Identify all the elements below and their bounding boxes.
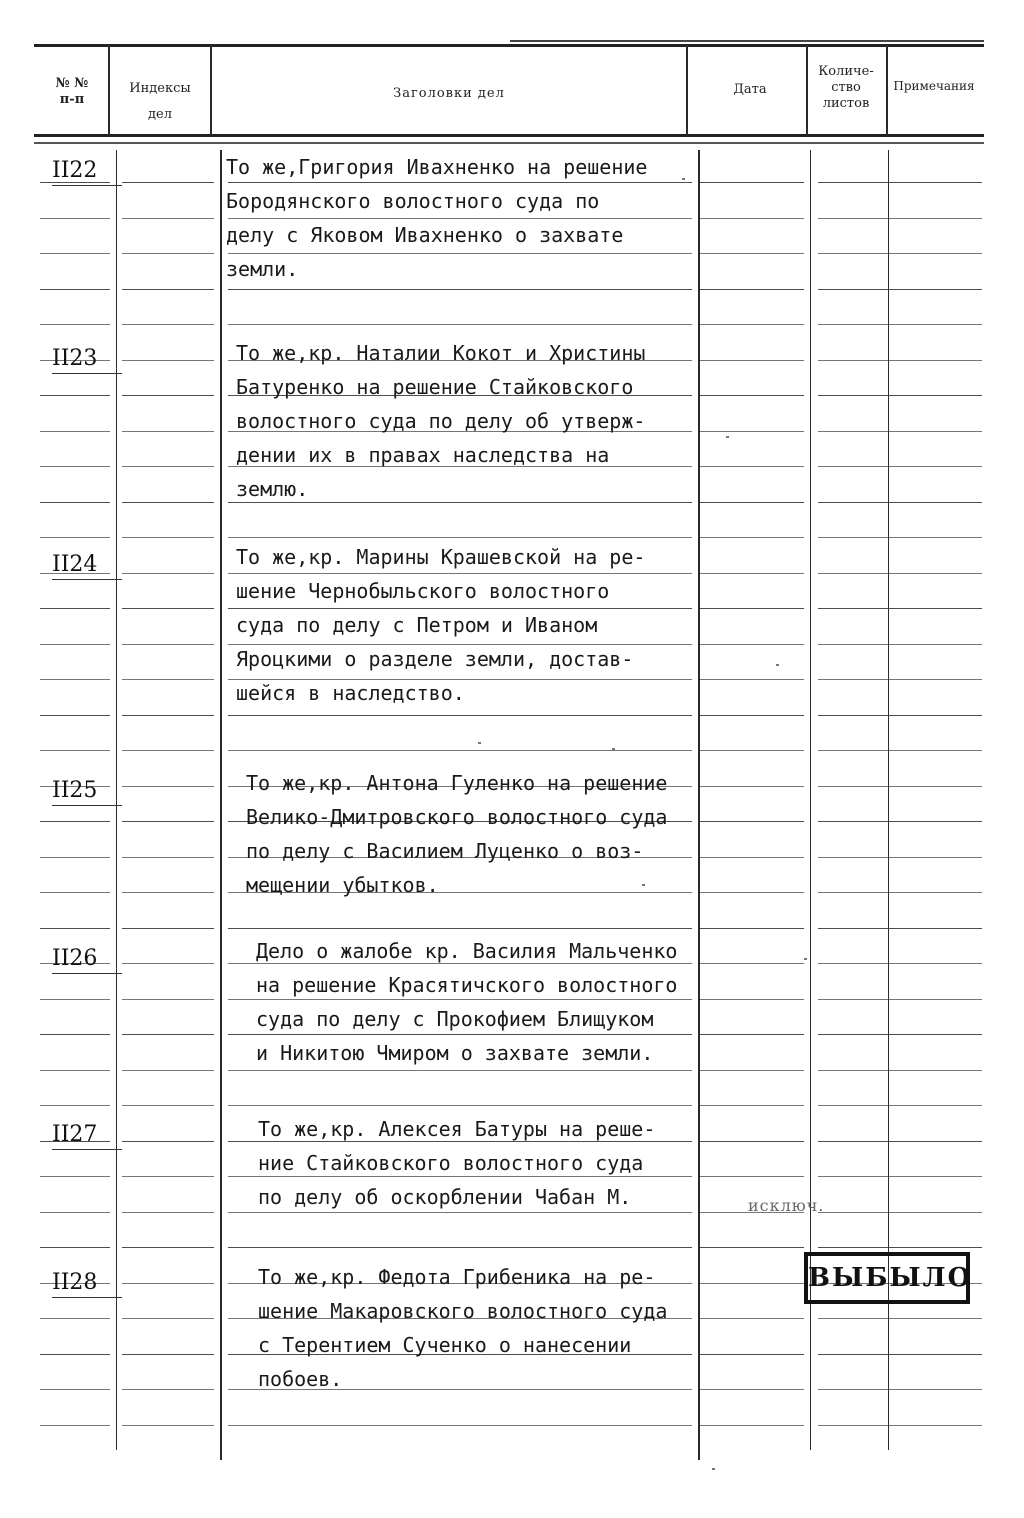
- ruled-line: [818, 182, 982, 183]
- ruled-line: [40, 1034, 110, 1035]
- column-rule: [220, 150, 222, 1460]
- record-title: То же,кр. Наталии Кокот и Христины Батуренко на решение Стайковского волостного суда по делу об утверж- дении их в правах наследства на землю.: [236, 341, 646, 501]
- table-top-rule-secondary: [510, 40, 984, 42]
- ruled-line: [818, 963, 982, 964]
- ruled-line: [818, 1425, 982, 1426]
- column-rule: [806, 44, 808, 136]
- ruled-line: [122, 857, 214, 858]
- record-number: II26: [52, 946, 122, 974]
- ruled-line: [40, 289, 110, 290]
- ruled-line: [40, 892, 110, 893]
- paper-speck: [712, 1468, 715, 1470]
- paper-speck: [726, 436, 729, 438]
- record-title: То же,Григория Ивахненко на решение Бородянского волостного суда по делу с Яковом Ивахненко о захвате земли.: [226, 155, 648, 281]
- ruled-line: [700, 537, 804, 538]
- ruled-line: [122, 1034, 214, 1035]
- header-index: Индексы дел: [129, 81, 191, 122]
- ruled-line: [818, 573, 982, 574]
- ruled-line: [122, 644, 214, 645]
- ruled-line: [818, 502, 982, 503]
- ruled-line: [40, 1212, 110, 1213]
- ruled-line: [228, 928, 692, 929]
- ruled-line: [40, 715, 110, 716]
- ruled-line: [40, 644, 110, 645]
- record-title: То же,кр. Антона Гуленко на решение Велико-Дмитровского волостного суда по делу с Василием Луценко о воз- мещении убытков.: [246, 771, 668, 897]
- ruled-line: [818, 786, 982, 787]
- ruled-line: [122, 786, 214, 787]
- column-rule: [886, 44, 888, 136]
- table-top-rule: [34, 44, 984, 47]
- ruled-line: [40, 821, 110, 822]
- ruled-line: [228, 1247, 692, 1248]
- ruled-line: [40, 1318, 110, 1319]
- ruled-line: [818, 395, 982, 396]
- ruled-line: [122, 1247, 214, 1248]
- ruled-line: [122, 218, 214, 219]
- ruled-line: [818, 253, 982, 254]
- ruled-line: [228, 537, 692, 538]
- ruled-line: [700, 715, 804, 716]
- ruled-line: [122, 679, 214, 680]
- ruled-line: [228, 715, 692, 716]
- record-number: II27: [52, 1122, 122, 1150]
- header-notes: Примечания: [893, 79, 975, 93]
- ruled-line: [818, 857, 982, 858]
- ruled-line: [40, 1389, 110, 1390]
- record-number: II23: [52, 346, 122, 374]
- ruled-line: [228, 324, 692, 325]
- paper-speck: [642, 884, 645, 886]
- ruled-line: [818, 1176, 982, 1177]
- ruled-line: [122, 502, 214, 503]
- ruled-line: [818, 928, 982, 929]
- ruled-line: [122, 999, 214, 1000]
- ruled-line: [228, 1425, 692, 1426]
- ruled-line: [122, 431, 214, 432]
- ruled-line: [122, 1425, 214, 1426]
- ruled-line: [40, 502, 110, 503]
- ruled-line: [818, 1105, 982, 1106]
- header-number: № № п-п: [55, 76, 89, 107]
- header-title: Заголовки дел: [393, 86, 505, 101]
- record-title: Дело о жалобе кр. Василия Мальченко на решение Красятичского волостного суда по делу с Прокофием Блищуком и Никитою Чмиром о захвате земли.: [256, 939, 678, 1065]
- ruled-line: [818, 1389, 982, 1390]
- ruled-line: [122, 1389, 214, 1390]
- ruled-line: [122, 608, 214, 609]
- ruled-line: [818, 324, 982, 325]
- ruled-line: [818, 289, 982, 290]
- ruled-line: [40, 218, 110, 219]
- ruled-line: [122, 324, 214, 325]
- paper-speck: [682, 178, 685, 180]
- ruled-line: [818, 679, 982, 680]
- ruled-line: [40, 1247, 110, 1248]
- record-title: То же,кр. Алексея Батуры на реше- ние Стайковского волостного суда по делу об оскорблении Чабан М.: [258, 1117, 656, 1209]
- ruled-line: [122, 1070, 214, 1071]
- ruled-line: [700, 324, 804, 325]
- ruled-line: [818, 1247, 982, 1248]
- ruled-line: [818, 360, 982, 361]
- withdrawn-stamp: ВЫБЫЛО: [804, 1252, 970, 1304]
- ruled-line: [40, 608, 110, 609]
- ruled-line: [122, 253, 214, 254]
- ruled-line: [122, 1141, 214, 1142]
- column-rule: [210, 44, 212, 136]
- ruled-line: [40, 395, 110, 396]
- ruled-line: [122, 573, 214, 574]
- ruled-line: [818, 1318, 982, 1319]
- ruled-line: [40, 537, 110, 538]
- ruled-line: [818, 466, 982, 467]
- record-title: То же,кр. Федота Грибеника на ре- шение Макаровского волостного суда с Терентием Сученко о нанесении побоев.: [258, 1265, 668, 1391]
- ruled-line: [700, 1425, 804, 1426]
- ruled-line: [122, 1283, 214, 1284]
- ruled-line: [818, 608, 982, 609]
- ruled-line: [818, 1034, 982, 1035]
- ruled-line: [818, 1212, 982, 1213]
- header-sheets: Количе- ство листов: [818, 64, 874, 111]
- record-title: То же,кр. Марины Крашевской на ре- шение Чернобыльского волостного суда по делу с Петром и Иваном Яроцкими о разделе земли, достав- шейся в наследство.: [236, 545, 646, 705]
- column-rule: [108, 44, 110, 136]
- ruled-line: [228, 289, 692, 290]
- ruled-line: [40, 1176, 110, 1177]
- ruled-line: [122, 928, 214, 929]
- paper-speck: [478, 742, 481, 744]
- ruled-line: [122, 182, 214, 183]
- record-number: II28: [52, 1270, 122, 1298]
- record-number: II24: [52, 552, 122, 580]
- ruled-line: [228, 1105, 692, 1106]
- ruled-line: [818, 218, 982, 219]
- ruled-line: [122, 1176, 214, 1177]
- header-bottom-rule: [34, 134, 984, 137]
- column-rule: [686, 44, 688, 136]
- ruled-line: [700, 1247, 804, 1248]
- paper-speck: [776, 664, 779, 666]
- ruled-line: [40, 928, 110, 929]
- record-number: II25: [52, 778, 122, 806]
- ruled-line: [122, 289, 214, 290]
- ruled-line: [122, 1105, 214, 1106]
- paper-speck: [804, 958, 807, 960]
- ruled-line: [818, 999, 982, 1000]
- header-date: Дата: [733, 82, 767, 97]
- ruled-line: [818, 821, 982, 822]
- ruled-line: [40, 466, 110, 467]
- ruled-line: [122, 892, 214, 893]
- ruled-line: [700, 289, 804, 290]
- ruled-line: [40, 1070, 110, 1071]
- ruled-line: [122, 821, 214, 822]
- ruled-line: [700, 750, 804, 751]
- ruled-line: [40, 1354, 110, 1355]
- paper-speck: [612, 748, 615, 750]
- ruled-line: [818, 644, 982, 645]
- ruled-line: [122, 537, 214, 538]
- ruled-line: [40, 1425, 110, 1426]
- ruled-line: [818, 750, 982, 751]
- ruled-line: [122, 963, 214, 964]
- ruled-line: [40, 1105, 110, 1106]
- ruled-line: [122, 1354, 214, 1355]
- ruled-line: [40, 999, 110, 1000]
- ruled-line: [40, 857, 110, 858]
- ruled-line: [818, 431, 982, 432]
- ruled-line: [122, 1318, 214, 1319]
- ruled-line: [700, 1070, 804, 1071]
- ruled-line: [40, 324, 110, 325]
- ruled-line: [228, 1070, 692, 1071]
- ruled-line: [40, 679, 110, 680]
- ruled-line: [818, 1354, 982, 1355]
- ruled-line: [818, 1141, 982, 1142]
- ruled-line: [228, 750, 692, 751]
- ruled-line: [122, 466, 214, 467]
- ruled-line: [122, 750, 214, 751]
- ruled-line: [122, 395, 214, 396]
- ruled-line: [40, 750, 110, 751]
- ruled-line: [122, 715, 214, 716]
- ruled-line: [40, 431, 110, 432]
- ruled-line: [818, 1070, 982, 1071]
- ruled-line: [122, 360, 214, 361]
- ruled-line: [818, 715, 982, 716]
- ruled-line: [700, 928, 804, 929]
- record-number: II22: [52, 158, 122, 186]
- ruled-line: [818, 892, 982, 893]
- ruled-line: [40, 253, 110, 254]
- ruled-line: [700, 1105, 804, 1106]
- faint-stamp: исключ.: [748, 1196, 825, 1215]
- header-bottom-rule-secondary: [34, 142, 984, 144]
- ruled-line: [818, 537, 982, 538]
- ruled-line: [122, 1212, 214, 1213]
